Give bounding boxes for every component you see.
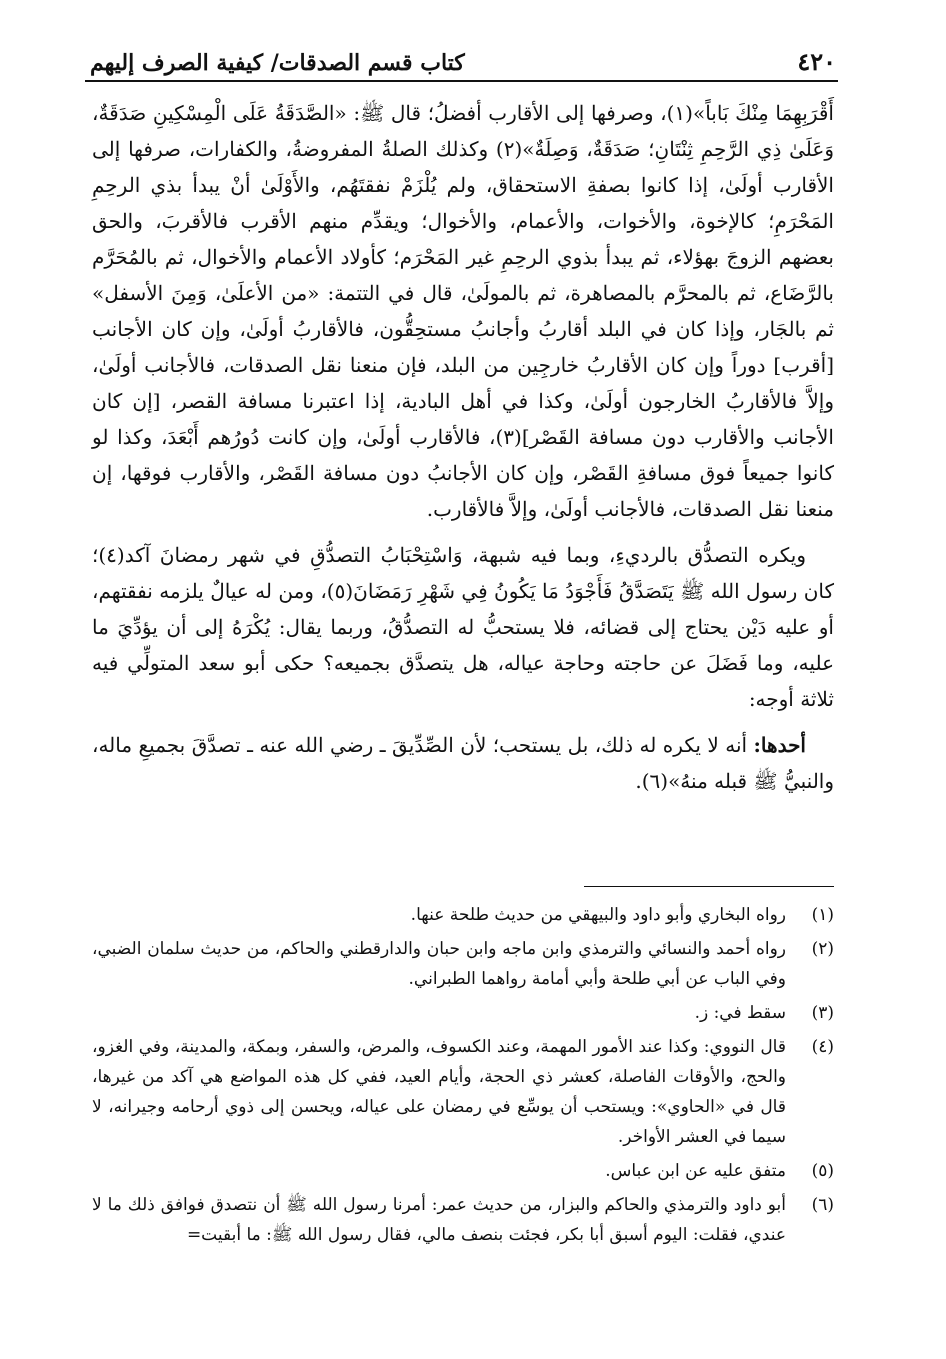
footnote-text: أبو داود والترمذي والحاكم والبزار، من حديث عمر: أمرنا رسول الله ﷺ أن نتصدق فوافق ذلك ما لا عندي، فقلت: اليوم أسبق أبا بكر، فجئت بنصف مالي، فقال رسول الله ﷺ: ما أبقيت= (92, 1195, 786, 1245)
footnote-item (92, 1032, 834, 1152)
footnote-divider (584, 886, 834, 887)
header-title: كتاب قسم الصدقات/ كيفية الصرف إليهم (90, 50, 465, 76)
footnote-number: (٥) (811, 1161, 834, 1181)
paragraph: أَقْرَبِهِمَا مِنْكَ بَاباً»(١)، وصرفها إلى الأقارب أفضلُ؛ قال ﷺ: «الصَّدَقَةُ عَلَى الْمِسْكِينِ صَدَقَةٌ، وَعَلَىٰ ذِي الرَّحِمِ ثِنْتَانِ؛ صَدَقَةٌ، وَصِلَةٌ»(٢) وكذلك الصلةُ المفروضةُ، والكفارات، صرفها إلى الأقارب أولَىٰ، إذا كانوا بصفةِ الاستحقاق، ولم يُلْزَمْ نفقتَهُم، والأَوْلَىٰ أنْ يبدأ بذي الرحِمِ المَحْرَمِ؛ كالإخوة، والأخوات، والأعمام، والأخوال؛ ويقدِّم منهم الأقرب فالأقربَ، والحق بعضهم الزوجَ بهؤلاء، ثم يبدأ بذوي الرحِمِ غير المَحْرَم؛ كأولاد الأعمام والأخوال، ثم بالمُحَرَّم بالرَّضَاع، ثم بالمحرَّم بالمصاهرة، ثم بالمولَىٰ، قال في التتمة: «من الأعلَىٰ، وَمِنَ الأسفل» ثم بالجَار، وإذا كان في البلد أقاربُ وأجانبُ مستحِقُّون، فالأقاربُ أولَىٰ، وإن كان الأجانب [أقرب] دوراً وإن كان الأقاربُ خارجِين من البلد، فإن منعنا نقل الصدقات، فالأجانب أولَىٰ، وإلاَّ فالأقاربُ الخارجون أولَىٰ، وكذا في أهل البادية، إذا اعتبرنا مسافة القصر، [إن كان الأجانب والأقارب دون مسافة القَصْر](٣)، فالأقارب أولَىٰ، وإن كانت دُورُهم أَبْعَدَ، وكذا لو كانوا جميعاً فوق مسافةِ القَصْر، وإن كان الأجانبُ دون مسافة القَصْر، والأقارب فوقها، إن منعنا نقل الصدقات، فالأجانب أولَىٰ، وإلاَّ فالأقارب. (92, 101, 834, 521)
paragraph-lead: أحدها: (753, 733, 806, 757)
footnote-item (92, 900, 834, 930)
header-divider (85, 80, 838, 82)
footnotes (92, 900, 834, 1254)
page-number: ٤٢٠ (797, 47, 836, 76)
footnote-text: رواه أحمد والنسائي والترمذي وابن ماجه وابن حبان والدارقطني والحاكم، من حديث سلمان الضبي، وفي الباب عن أبي طلحة وأبي أمامة رواهما الطبراني. (92, 939, 786, 989)
main-text (92, 95, 834, 809)
footnote-item (92, 1156, 834, 1186)
footnote-item (92, 934, 834, 994)
footnote-text: متفق عليه عن ابن عباس. (605, 1161, 786, 1181)
paragraph: ويكره التصدُّق بالرديءِ، وبما فيه شبهة، وَاسْتِحْبَابُ التصدُّقِ في شهر رمضانَ آكد(٤)؛ كان رسول الله ﷺ يَتَصَدَّقُ فَأَجْوَدُ مَا يَكُونُ فِي شَهْرِ رَمَضَانَ(٥)، ومن له عيالٌ يلزمه نفقتهم، أو عليه دَيْن يحتاج إلى قضائه، فلا يستحبُّ له التصدُّقُ، وربما يقال: يُكْرَهُ إلى أن يؤدِّيَ ما عليه، وما فَضَلَ عن حاجته وحاجة عياله، هل يتصدَّق بجميعه؟ حكى أبو سعد المتولِّي فيه ثلاثة أوجه: (92, 543, 835, 711)
footnote-number: (٤) (811, 1037, 834, 1057)
paragraph (92, 727, 834, 799)
footnote-number: (٦) (811, 1195, 834, 1215)
running-head (90, 36, 836, 76)
footnote-text: قال النووي: وكذا عند الأمور المهمة، وعند الكسوف، والمرض، والسفر، وبمكة، والمدينة، وفي الغزو، والحج، والأوقات الفاصلة، كعشر ذي الحجة، وأيام العيد، ففي كل هذه المواضع هي آكد من غيرها، قال في «الحاوي»: ويستحب أن يوسِّع في رمضان على عياله، ويحسن إلى ذوي أرحامه وجيرانه، لا سيما في العشر الأواخر. (92, 1037, 786, 1147)
footnote-item (92, 998, 834, 1028)
footnote-number: (٣) (811, 1003, 834, 1023)
footnote-number: (٢) (811, 939, 834, 959)
footnote-item (92, 1190, 834, 1250)
footnote-number: (١) (811, 905, 834, 925)
paragraph-text: أنه لا يكره له ذلك، بل يستحب؛ لأن الصِّدِّيقَ ـ رضي الله عنه ـ تصدَّقَ بجميعِ ماله، والنبيُّ ﷺ قبله منهُ»(٦). (92, 733, 834, 793)
footnote-text: رواه البخاري وأبو داود والبيهقي من حديث طلحة عنها. (410, 905, 786, 925)
footnote-text: سقط في: ز. (694, 1003, 786, 1023)
